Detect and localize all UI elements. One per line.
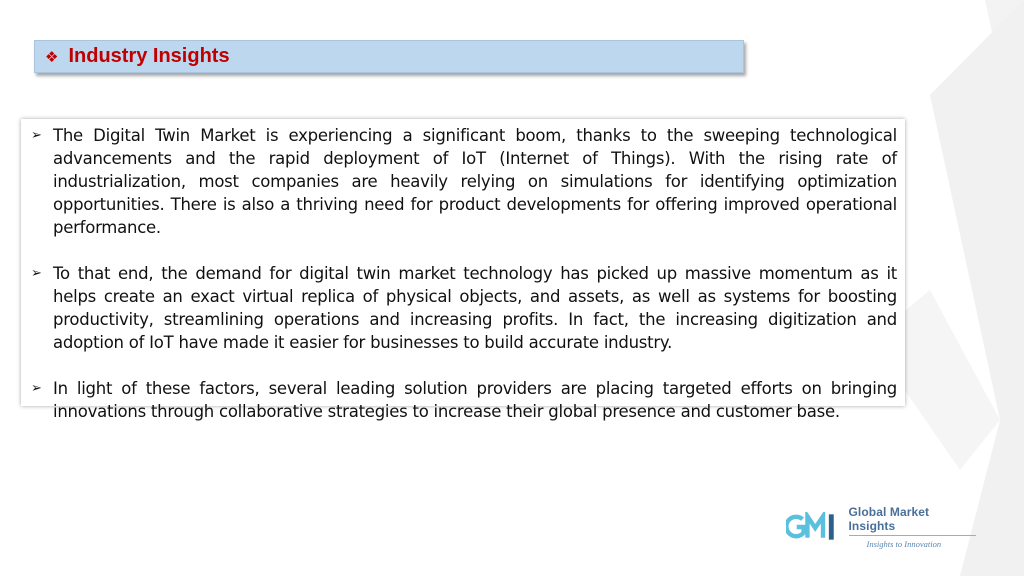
section-header <box>34 40 744 73</box>
paragraph-text: To that end, the demand for digital twin market technology has picked up massive momentum as it helps create an exact virtual replica of physical objects, and assets, as well as systems for boosting productivity, streamlining operations and increasing profits. In fact, the increasing digitization and adoption of IoT have made it easier for businesses to build accurate industry. <box>53 264 897 352</box>
logo-divider <box>849 535 977 536</box>
gmi-logo <box>786 505 976 549</box>
diamond-bullet-icon: ❖ <box>45 47 59 66</box>
content-box <box>21 119 905 421</box>
paragraph-text: In light of these factors, several leading solution providers are placing targeted efforts on bringing innovations through collaborative strategies to increase their global presence and customer base. <box>53 379 897 421</box>
bullet-item <box>31 377 897 423</box>
arrow-bullet-icon: ➢ <box>31 266 42 281</box>
section-title: Industry Insights <box>68 45 230 67</box>
paragraph-text: The Digital Twin Market is experiencing a significant boom, thanks to the sweeping technological advancements and the rapid deployment of IoT (Internet of Things). With the rising rate of industrialization, most companies are heavily relying on simulations for identifying optimization opportunities. There is also a thriving need for product developments for offering improved operational performance. <box>53 126 897 237</box>
arrow-bullet-icon: ➢ <box>31 128 42 143</box>
bullet-item <box>31 262 897 354</box>
arrow-bullet-icon: ➢ <box>31 381 42 396</box>
logo-tagline: Insights to Innovation <box>866 539 942 549</box>
bullet-item <box>31 124 897 239</box>
logo-name: Global Market Insights <box>848 505 930 533</box>
gmi-logo-mark <box>786 512 843 542</box>
